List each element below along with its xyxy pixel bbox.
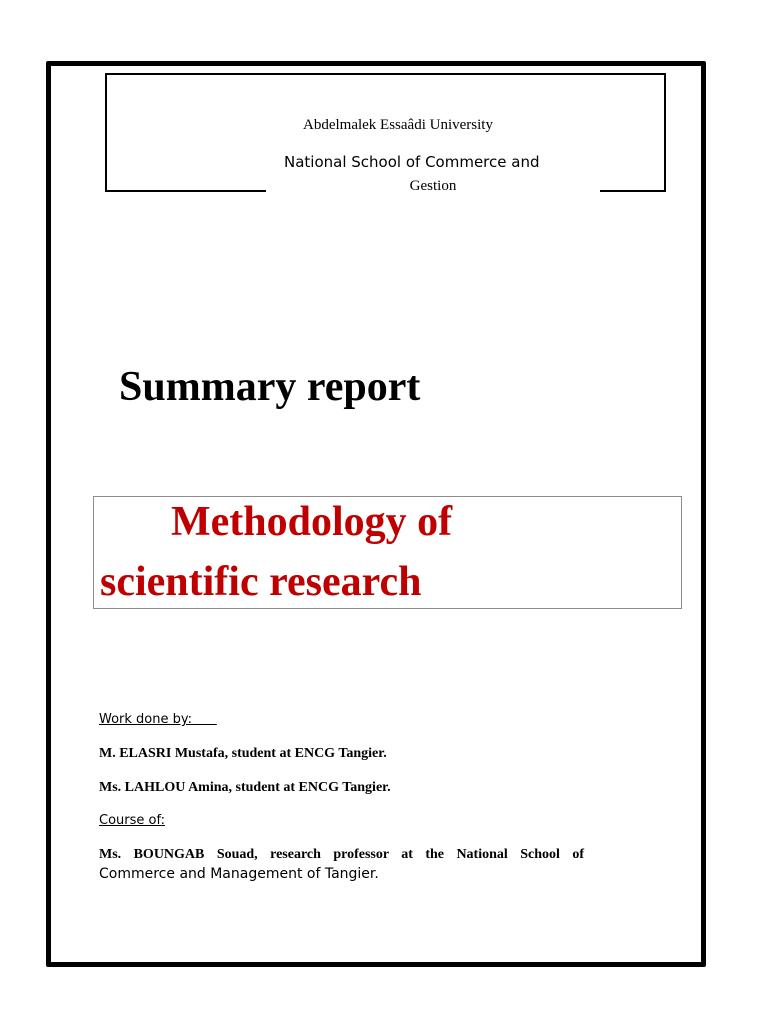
header-box-bottom-right-line bbox=[600, 190, 664, 192]
work-done-by-label: Work done by: bbox=[99, 712, 217, 727]
topic-title-line2: scientific research bbox=[100, 559, 422, 605]
professor-line1: Ms. BOUNGAB Souad, research professor at the National School of bbox=[99, 847, 584, 862]
professor-line2: Commerce and Management of Tangier. bbox=[99, 866, 379, 882]
school-name-line2: Gestion bbox=[409, 178, 457, 192]
report-title: Summary report bbox=[119, 364, 421, 410]
student-1: M. ELASRI Mustafa, student at ENCG Tangier. bbox=[99, 746, 387, 761]
student-2: Ms. LAHLOU Amina, student at ENCG Tangier. bbox=[99, 780, 391, 795]
school-name-line1: National School of Commerce and bbox=[284, 153, 540, 171]
header-box-bottom-left-line bbox=[105, 190, 266, 192]
topic-title-line1: Methodology of bbox=[171, 499, 453, 545]
course-of-label: Course of: bbox=[99, 813, 165, 828]
university-name: Abdelmalek Essaâdi University bbox=[303, 117, 493, 133]
